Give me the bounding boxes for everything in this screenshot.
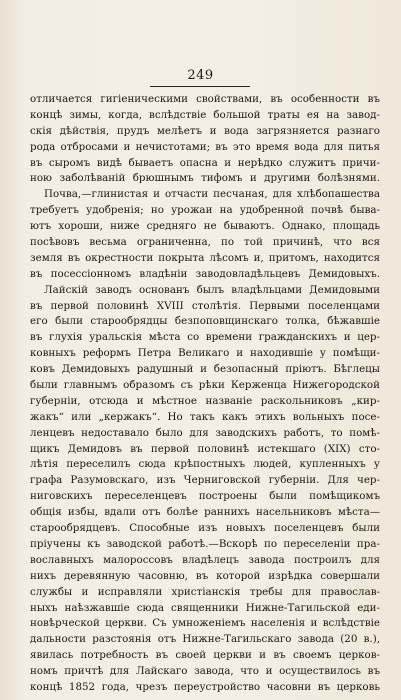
text-line: нихъ деревянную часовню, въ которой изрѣдка совершали [30, 569, 380, 582]
text-line: вославныхъ малороссовъ владѣлецъ завода построилъ для [30, 553, 380, 566]
text-line: требуетъ удобренія; но урожаи на удобренной почвѣ быва- [30, 204, 380, 217]
text-line: его были старообрядцы безпоповщинскаго толка, бѣжавшіе [30, 315, 380, 328]
text-line: ныхъ наѣзжавшіе сюда священники Нижне-Тагильской еди- [30, 601, 380, 614]
text-line: ленцевъ недоставало было для заводскихъ работъ, то помѣ- [30, 426, 380, 439]
text-line: ковъ Демидовыхъ радушный и безопасный пріютъ. Бѣглецы [30, 363, 380, 376]
text-line: ковныхъ реформъ Петра Великаго и находившіе у помѣщи- [30, 347, 380, 360]
text-line: были главнымъ образомъ съ рѣки Керженца Нижегородской [30, 379, 380, 392]
text-line: службы и исправляли христіанскія требы для православ- [30, 585, 380, 598]
text-line: явилась потребность въ своей церкви и въ своемъ церков- [30, 649, 380, 662]
page-number: 249 [187, 68, 214, 83]
text-line: лѣтія переселилъ сюда крѣпостныхъ людей, купленныхъ у [30, 458, 380, 471]
text-line: новѣрческой церкви. Съ умноженіемъ населенія и вслѣдствіе [30, 617, 380, 630]
text-line: въ сыромъ видѣ бываетъ опасна и нерѣдко служитъ причи- [30, 156, 380, 169]
text-line: Почва,—глинистая и отчасти песчаная, для хлѣбопашества [44, 188, 380, 201]
text-line: въ глухія уральскія мѣста со времени гражданскихъ и цер- [30, 331, 380, 344]
text-line: концѣ 1852 года, чрезъ переустройство часовни въ церковь [30, 680, 380, 693]
text-line: посѣвовъ весьма ограниченна, по той причинѣ, что вся [30, 236, 380, 249]
text-line: въ посессіонномъ владѣніи заводовладѣльцевъ Демидовыхъ. [30, 267, 380, 280]
text-line: губерніи, отсюда и мѣстное названіе раскольниковъ „кир- [30, 394, 380, 407]
text-line: дальности разстоянія отъ Нижне-Тагильскаго завода (20 в.), [30, 633, 380, 646]
body-text [30, 92, 380, 696]
text-line: Лайскій заводъ основанъ былъ владѣльцами Демидовыми [44, 283, 380, 296]
text-line: концѣ зимы, когда, вслѣдствіе большой траты ея на завод- [30, 108, 380, 121]
text-line: рода отбросами и нечистотами; въ это время вода для питья [30, 140, 380, 153]
text-line: общія избы, вдали отъ болѣе раннихъ насельниковъ мѣста— [30, 506, 380, 519]
text-line: земля въ окрестности покрыта лѣсомъ и, притомъ, находится [30, 251, 380, 264]
text-line: жакъ“ или „кержакъ“. Но такъ какъ этихъ вольныхъ посе- [30, 410, 380, 423]
text-line: графа Разумовскаго, изъ Черниговской губерніи. Для чер- [30, 474, 380, 487]
text-line: пріучены къ заводской работѣ.—Вскорѣ по переселеніи пра- [30, 537, 380, 550]
text-line: скія дѣйствія, прудъ мелѣетъ и вода загрязняется разнаго [30, 124, 380, 137]
text-line: ною заболѣваній брюшнымъ тифомъ и другими болѣзнями. [30, 172, 380, 185]
text-line: старообрядцевъ. Способные изъ новыхъ поселенцевъ были [30, 522, 380, 535]
text-line: ниговскихъ переселенцевъ построены были помѣщикомъ [30, 490, 380, 503]
text-line: отличается гигіеническими свойствами, въ особенности въ [30, 93, 380, 105]
header-rule [150, 86, 250, 87]
text-line: щикъ Демидовъ въ первой половинѣ истекшаго (XIX) сто- [30, 442, 380, 455]
text-line: въ первой половинѣ XVIII столѣтія. Первыми поселенцами [30, 299, 380, 312]
text-line: ютъ хороши, ниже средняго не бываютъ. Однако, площадь [30, 220, 380, 233]
text-line: номъ причтѣ для Лайскаго завода, что и осуществилось въ [30, 665, 380, 678]
